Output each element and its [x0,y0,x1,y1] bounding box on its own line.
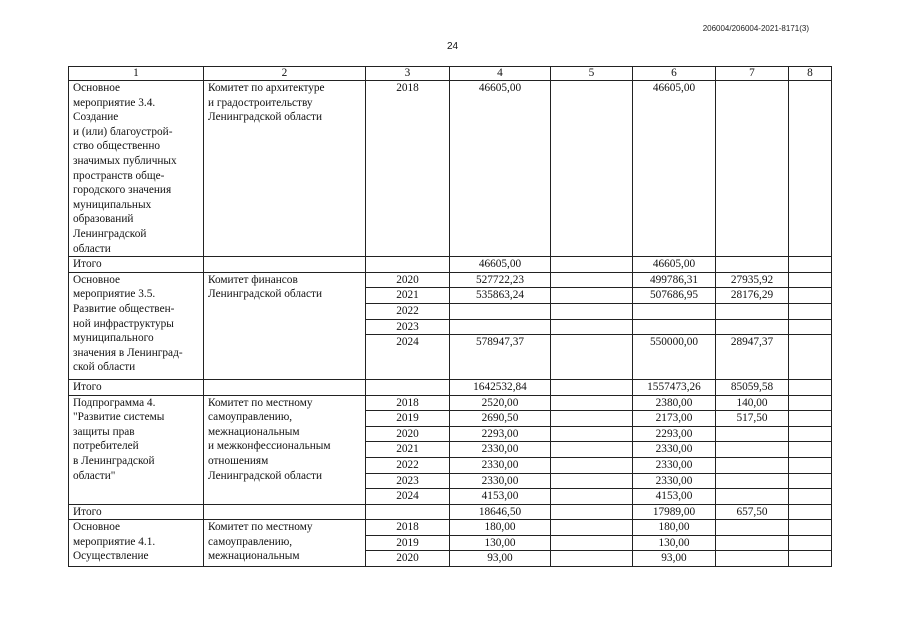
empty-cell [204,379,366,395]
activity-name-cell: Основное мероприятие 4.1. Осуществление [69,520,204,567]
column-header: 7 [716,67,789,81]
year-cell: 2020 [366,272,450,288]
local-budget-cell: 28947,37 [716,335,789,380]
other-sources-cell [789,411,832,427]
federal-budget-cell [551,303,633,319]
total-amount-cell: 130,00 [450,535,551,551]
other-sources-cell [789,257,832,273]
total-amount-cell [450,303,551,319]
total-amount-cell: 46605,00 [450,257,551,273]
regional-budget-cell: 2380,00 [633,395,716,411]
local-budget-cell: 85059,58 [716,379,789,395]
federal-budget-cell [551,520,633,536]
local-budget-cell [716,535,789,551]
federal-budget-cell [551,504,633,520]
total-amount-cell: 180,00 [450,520,551,536]
year-cell: 2020 [366,551,450,567]
table-row [69,81,832,257]
federal-budget-cell [551,551,633,567]
other-sources-cell [789,457,832,473]
federal-budget-cell [551,319,633,335]
federal-budget-cell [551,411,633,427]
regional-budget-cell: 2330,00 [633,457,716,473]
year-cell: 2024 [366,489,450,505]
local-budget-cell: 657,50 [716,504,789,520]
executor-cell: Комитет по местному самоуправлению, межнациональным и межконфессиональным отношениям Ленинградской области [204,395,366,504]
total-row [69,379,832,395]
year-cell: 2023 [366,319,450,335]
local-budget-cell [716,457,789,473]
total-amount-cell: 578947,37 [450,335,551,380]
local-budget-cell [716,257,789,273]
local-budget-cell [716,551,789,567]
table-row [69,520,832,536]
column-header: 8 [789,67,832,81]
year-cell: 2022 [366,303,450,319]
other-sources-cell [789,81,832,257]
year-cell: 2021 [366,288,450,304]
federal-budget-cell [551,442,633,458]
other-sources-cell [789,520,832,536]
federal-budget-cell [551,489,633,505]
executor-cell: Комитет по местному самоуправлению, межнациональным [204,520,366,567]
regional-budget-cell: 2330,00 [633,442,716,458]
column-header: 4 [450,67,551,81]
local-budget-cell [716,489,789,505]
executor-cell: Комитет финансов Ленинградской области [204,272,366,379]
executor-cell: Комитет по архитектуре и градостроительству Ленинградской области [204,81,366,257]
regional-budget-cell [633,319,716,335]
total-label-cell: Итого [69,379,204,395]
federal-budget-cell [551,257,633,273]
federal-budget-cell [551,535,633,551]
other-sources-cell [789,504,832,520]
total-amount-cell: 1642532,84 [450,379,551,395]
year-cell: 2018 [366,81,450,257]
column-header: 5 [551,67,633,81]
local-budget-cell [716,442,789,458]
regional-budget-cell: 46605,00 [633,81,716,257]
empty-cell [366,257,450,273]
local-budget-cell [716,81,789,257]
federal-budget-cell [551,288,633,304]
regional-budget-cell: 4153,00 [633,489,716,505]
year-cell: 2021 [366,442,450,458]
other-sources-cell [789,535,832,551]
local-budget-cell: 28176,29 [716,288,789,304]
year-cell: 2022 [366,457,450,473]
other-sources-cell [789,473,832,489]
local-budget-cell [716,520,789,536]
federal-budget-cell [551,473,633,489]
total-amount-cell: 2690,50 [450,411,551,427]
other-sources-cell [789,551,832,567]
column-header: 2 [204,67,366,81]
regional-budget-cell: 499786,31 [633,272,716,288]
total-amount-cell: 4153,00 [450,489,551,505]
other-sources-cell [789,395,832,411]
federal-budget-cell [551,272,633,288]
regional-budget-cell: 2293,00 [633,426,716,442]
total-row [69,257,832,273]
regional-budget-cell: 550000,00 [633,335,716,380]
other-sources-cell [789,272,832,288]
other-sources-cell [789,379,832,395]
local-budget-cell [716,303,789,319]
year-cell: 2023 [366,473,450,489]
total-amount-cell: 93,00 [450,551,551,567]
year-cell: 2019 [366,535,450,551]
regional-budget-cell: 507686,95 [633,288,716,304]
local-budget-cell [716,473,789,489]
regional-budget-cell: 2173,00 [633,411,716,427]
regional-budget-cell: 2330,00 [633,473,716,489]
column-header: 1 [69,67,204,81]
empty-cell [366,504,450,520]
local-budget-cell: 27935,92 [716,272,789,288]
year-cell: 2024 [366,335,450,380]
total-amount-cell: 18646,50 [450,504,551,520]
total-amount-cell: 2330,00 [450,442,551,458]
local-budget-cell: 517,50 [716,411,789,427]
other-sources-cell [789,489,832,505]
column-number-row [69,67,832,81]
empty-cell [204,504,366,520]
other-sources-cell [789,303,832,319]
activity-name-cell: Подпрограмма 4. "Развитие системы защиты прав потребителей в Ленинградской области" [69,395,204,504]
year-cell: 2018 [366,395,450,411]
regional-budget-cell [633,303,716,319]
table-row [69,272,832,288]
other-sources-cell [789,426,832,442]
year-cell: 2018 [366,520,450,536]
total-amount-cell: 2330,00 [450,473,551,489]
empty-cell [204,257,366,273]
total-row [69,504,832,520]
total-amount-cell: 2293,00 [450,426,551,442]
year-cell: 2019 [366,411,450,427]
total-amount-cell: 46605,00 [450,81,551,257]
total-amount-cell: 535863,24 [450,288,551,304]
total-label-cell: Итого [69,504,204,520]
table-row [69,395,832,411]
federal-budget-cell [551,379,633,395]
year-cell: 2020 [366,426,450,442]
federal-budget-cell [551,457,633,473]
column-header: 3 [366,67,450,81]
page-number: 24 [446,41,459,52]
budget-table [68,66,832,567]
other-sources-cell [789,319,832,335]
activity-name-cell: Основное мероприятие 3.5. Развитие обществен- ной инфраструктуры муниципального значения в Ленинград- ской области [69,272,204,379]
local-budget-cell [716,426,789,442]
document-id: 206004/206004-2021-8171(3) [702,24,809,33]
other-sources-cell [789,335,832,380]
total-amount-cell: 2520,00 [450,395,551,411]
total-label-cell: Итого [69,257,204,273]
regional-budget-cell: 17989,00 [633,504,716,520]
regional-budget-cell: 93,00 [633,551,716,567]
federal-budget-cell [551,426,633,442]
total-amount-cell [450,319,551,335]
empty-cell [366,379,450,395]
other-sources-cell [789,442,832,458]
regional-budget-cell: 1557473,26 [633,379,716,395]
total-amount-cell: 2330,00 [450,457,551,473]
regional-budget-cell: 46605,00 [633,257,716,273]
federal-budget-cell [551,395,633,411]
regional-budget-cell: 130,00 [633,535,716,551]
column-header: 6 [633,67,716,81]
total-amount-cell: 527722,23 [450,272,551,288]
federal-budget-cell [551,335,633,380]
federal-budget-cell [551,81,633,257]
other-sources-cell [789,288,832,304]
regional-budget-cell: 180,00 [633,520,716,536]
local-budget-cell: 140,00 [716,395,789,411]
activity-name-cell: Основное мероприятие 3.4. Создание и (или) благоустрой- ство общественно значимых публичных пространств обще- городского значения муниципальных образований Ленинградской области [69,81,204,257]
local-budget-cell [716,319,789,335]
